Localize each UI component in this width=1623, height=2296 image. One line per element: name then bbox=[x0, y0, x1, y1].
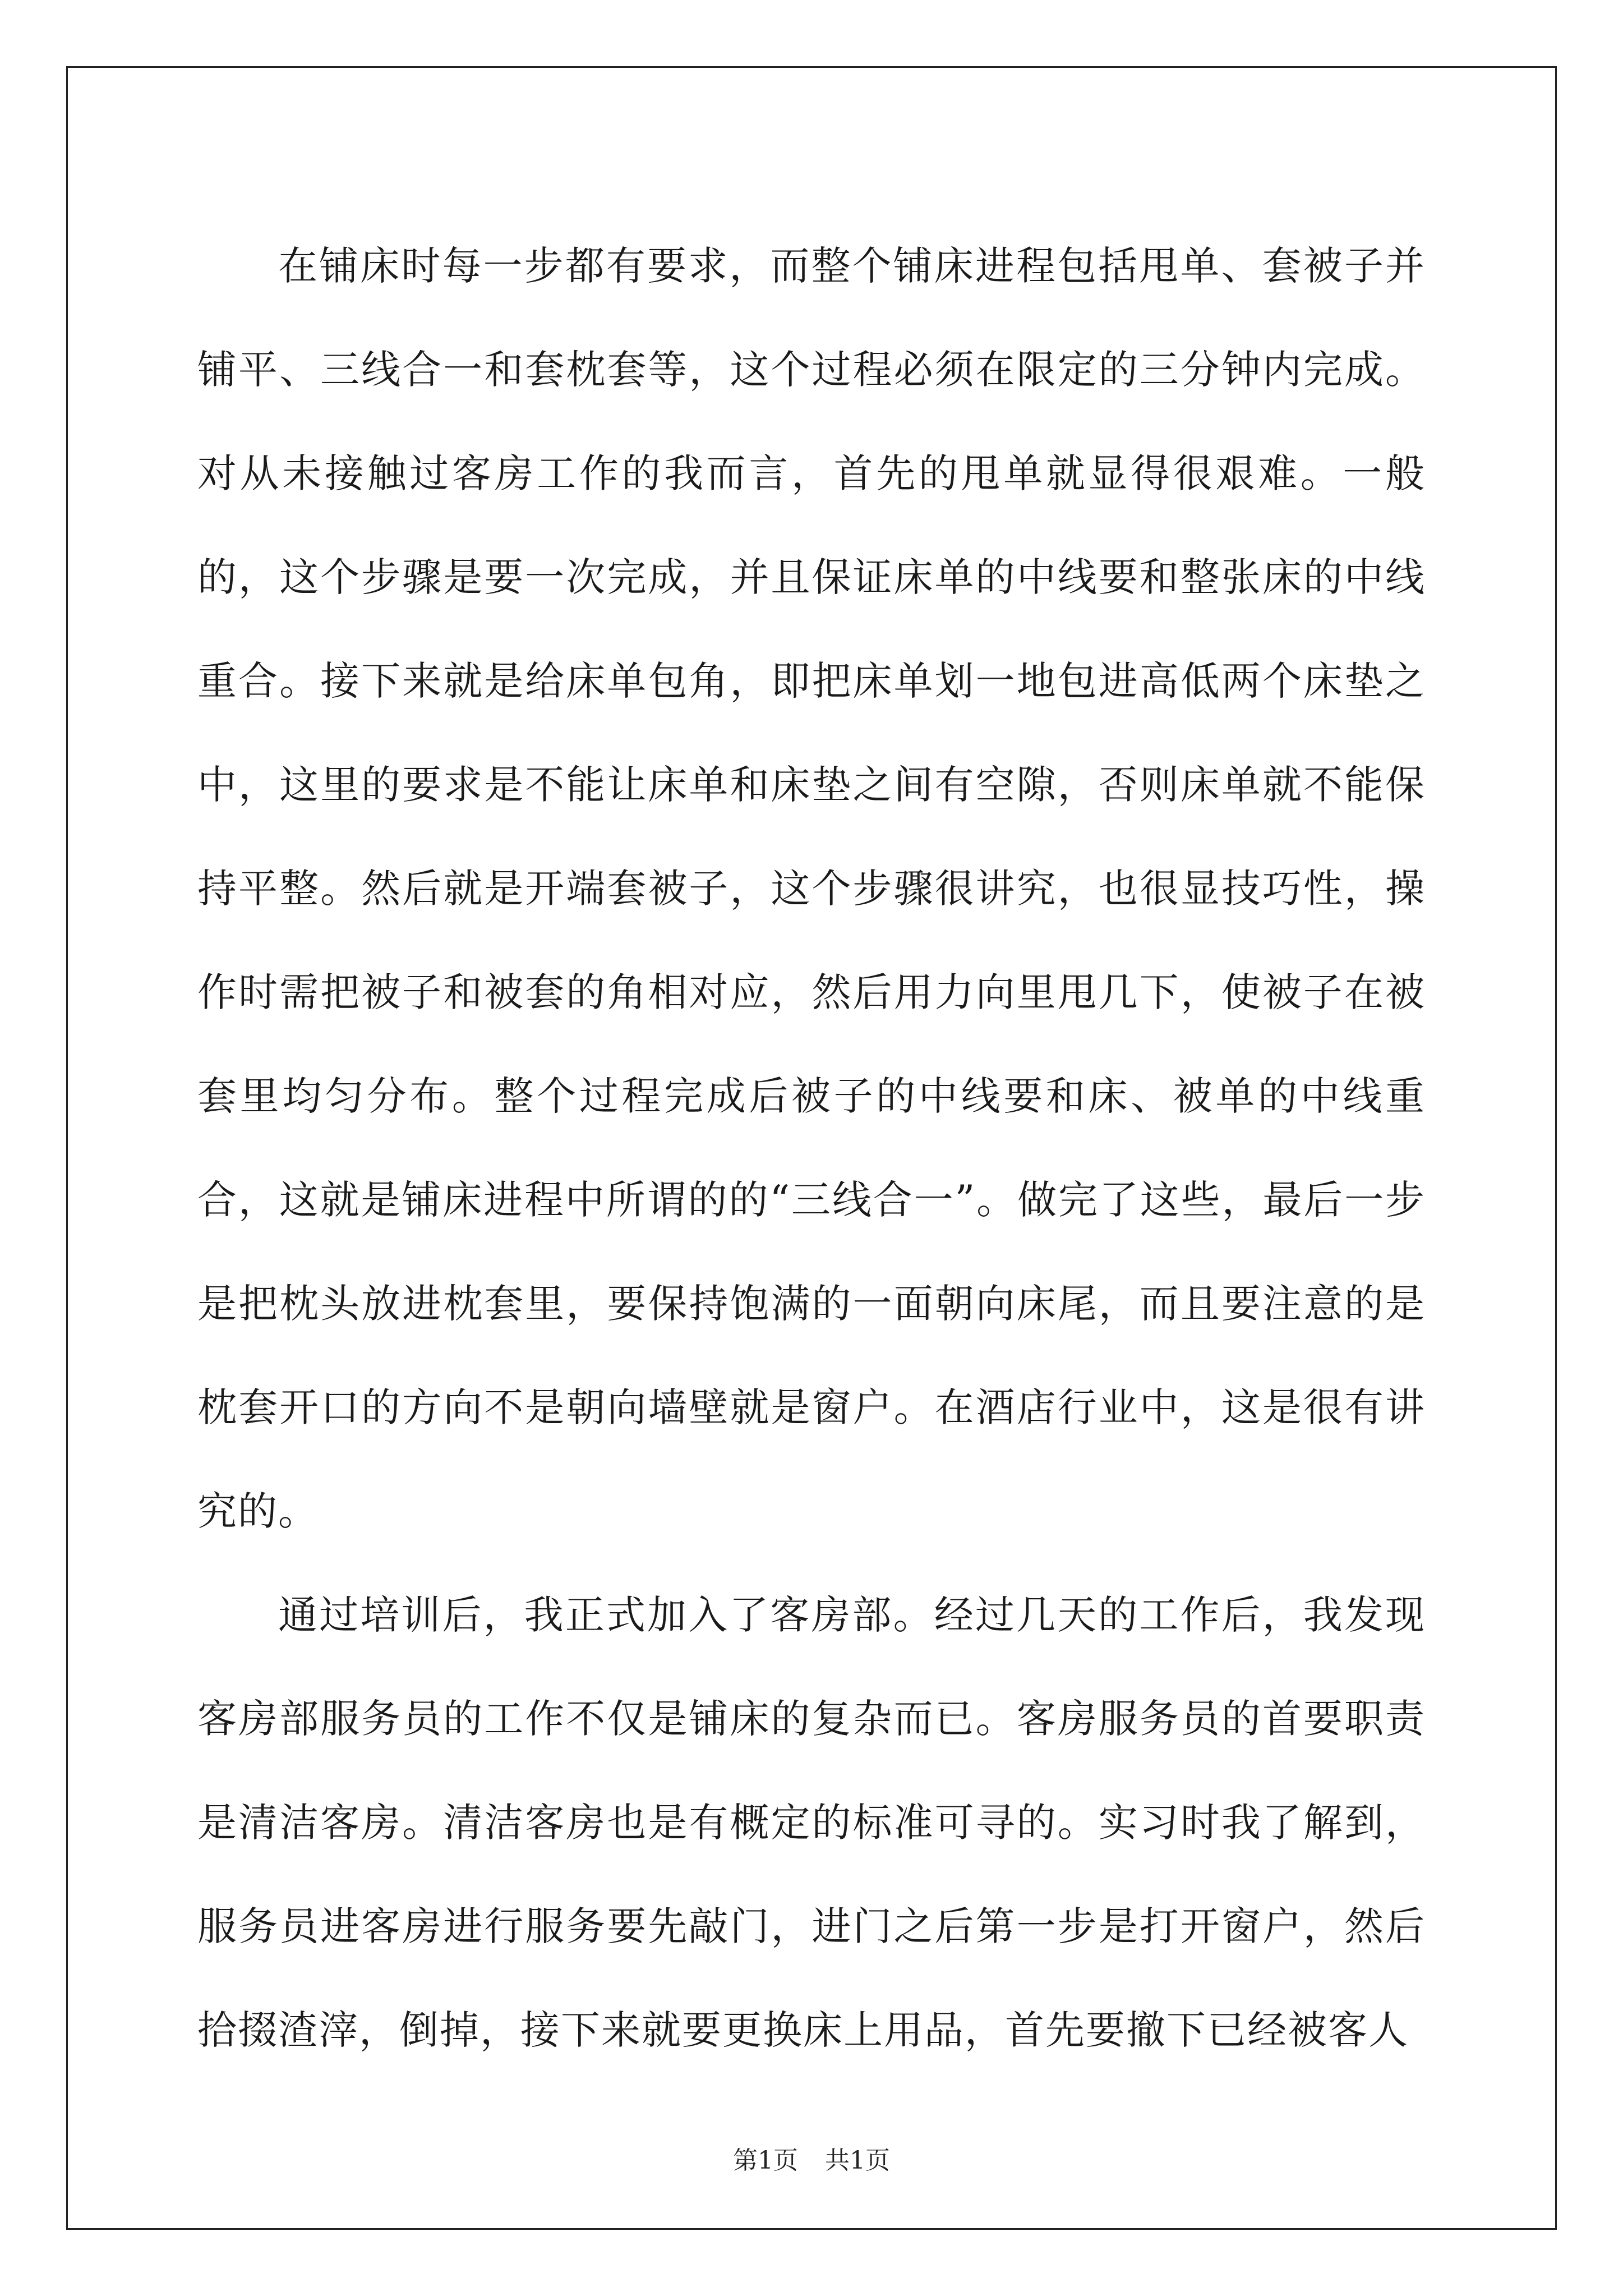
page-footer bbox=[0, 2144, 1623, 2178]
paragraph-1: 在铺床时每一步都有要求，而整个铺床进程包括甩单、套被子并铺平、三线合一和套枕套等，这个过程必须在限定的三分钟内完成。对从未接触过客房工作的我而言，首先的甩单就显得很艰难。一般的，这个步骤是要一次完成，并且保证床单的中线要和整张床的中线重合。接下来就是给床单包角，即把床单划一地包进高低两个床垫之中，这里的要求是不能让床单和床垫之间有空隙，否则床单就不能保持平整。然后就是开端套被子，这个步骤很讲究，也很显技巧性，操作时需把被子和被套的角相对应，然后用力向里甩几下，使被子在被套里均匀分布。整个过程完成后被子的中线要和床、被单的中线重合，这就是铺床进程中所谓的的“三线合一”。做完了这些，最后一步是把枕头放进枕套里，要保持饱满的一面朝向床尾，而且要注意的是枕套开口的方向不是朝向墙壁就是窗户。在酒店行业中，这是很有讲究的。 bbox=[197, 243, 1426, 1534]
paragraph-2: 通过培训后，我正式加入了客房部。经过几天的工作后，我发现客房部服务员的工作不仅是铺床的复杂而已。客房服务员的首要职责是清洁客房。清洁客房也是有概定的标准可寻的。实习时我了解到，服务员进客房进行服务要先敲门，进门之后第一步是打开窗户，然后拾掇渣滓，倒掉，接下来就要更换床上用品，首先要撤下已经被客人 bbox=[197, 1592, 1426, 2053]
body-text bbox=[197, 214, 1426, 2082]
page-total: 共1页 bbox=[825, 2146, 890, 2175]
page-number: 第1页 bbox=[733, 2146, 798, 2175]
